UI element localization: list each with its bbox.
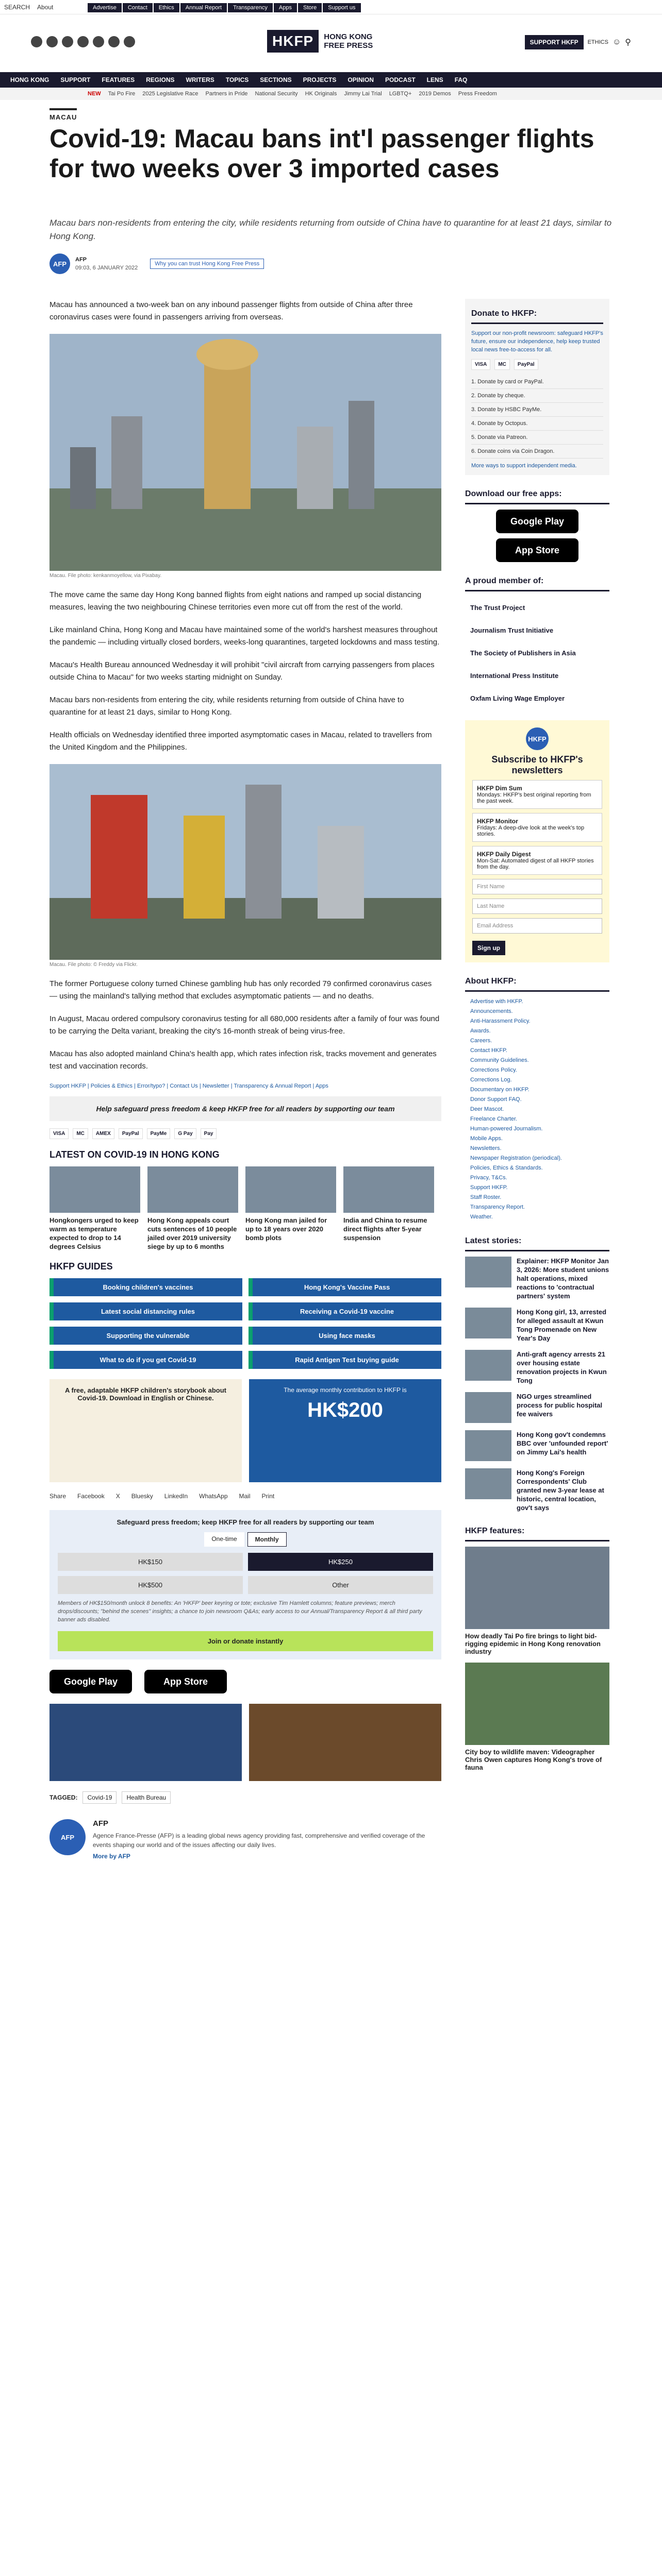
more-by-link[interactable]: More by AFP <box>93 1853 130 1860</box>
top-link[interactable]: Store <box>298 3 322 12</box>
google-play-badge[interactable]: Google Play <box>496 510 578 533</box>
related-list <box>49 1166 441 1251</box>
tags <box>49 1791 441 1804</box>
related-thumb <box>343 1166 434 1213</box>
author-avatar[interactable]: AFP <box>49 253 70 274</box>
about-link[interactable]: Weather. <box>470 1214 493 1220</box>
donate-box <box>49 1510 441 1659</box>
bio-name[interactable]: AFP <box>93 1819 108 1828</box>
amount-options <box>58 1553 433 1594</box>
option-name: HKFP Dim Sum <box>477 785 522 792</box>
guide-button[interactable]: What to do if you get Covid-19 <box>49 1351 242 1369</box>
about-link[interactable]: Support HKFP. <box>470 1184 508 1191</box>
story-thumb <box>465 1257 511 1287</box>
nav-item[interactable]: REGIONS <box>146 76 175 83</box>
article-photo-2 <box>49 764 441 960</box>
main-nav <box>0 72 662 88</box>
photo-caption: Macau. File photo: kenkanmoyellow, via Pixabay. <box>49 573 162 579</box>
top-link[interactable]: Annual Report <box>180 3 227 12</box>
mastercard-icon: MC <box>73 1128 88 1139</box>
nav-item[interactable]: OPINION <box>347 76 374 83</box>
option-desc: Mon-Sat: Automated digest of all HKFP stories from the day. <box>477 858 594 870</box>
last-name-field[interactable]: Last Name <box>472 899 602 914</box>
nav-item[interactable]: HONG KONG <box>10 76 49 83</box>
related-title: LATEST ON COVID-19 IN HONG KONG <box>49 1149 220 1160</box>
newsletter-title: Subscribe to HKFP's newsletters <box>491 754 583 775</box>
paragraph: In August, Macau ordered compulsory coronavirus testing for all 680,000 residents after a family of four was found to be carrying the Delta variant, breaking the city's 16-month streak of being virus-free. <box>49 1014 440 1036</box>
nav-item[interactable]: SECTIONS <box>260 76 292 83</box>
help-banner[interactable]: Help safeguard press freedom & keep HKFP free for all readers by supporting our team <box>49 1096 441 1121</box>
support-button[interactable]: SUPPORT HKFP <box>525 35 584 49</box>
guide-button[interactable]: Rapid Antigen Test buying guide <box>249 1351 441 1369</box>
gpay-icon: G Pay <box>174 1128 196 1139</box>
subnav-item[interactable]: Tai Po Fire <box>108 91 136 97</box>
about-link[interactable]: Careers. <box>470 1038 492 1044</box>
share-mail[interactable]: Mail <box>239 1493 251 1500</box>
subnav-item[interactable]: National Security <box>255 91 298 97</box>
paypal-icon: PayPal <box>119 1128 143 1139</box>
instagram-icon[interactable] <box>62 36 73 47</box>
paragraph: Macau bars non-residents from entering the city, while residents returning from outside of China have to quarantine for at least 21 days, similar to Hong Kong. <box>49 696 404 717</box>
story-title[interactable]: NGO urges streamlined process for public hospital fee waivers <box>517 1393 603 1418</box>
option-desc: Fridays: A deep-dive look at the week's top stories. <box>477 825 585 837</box>
top-link[interactable]: Advertise <box>88 3 122 12</box>
subnav-item[interactable]: Jimmy Lai Trial <box>344 91 382 97</box>
guides-title: HKFP GUIDES <box>49 1261 113 1272</box>
about-link[interactable]: Privacy, T&Cs. <box>470 1175 507 1181</box>
related-thumb <box>49 1166 140 1213</box>
newsletter-option[interactable] <box>472 813 602 842</box>
tab-one-time[interactable]: One-time <box>204 1532 244 1547</box>
about-link[interactable]: Policies, Ethics & Standards. <box>470 1165 543 1171</box>
feature-title[interactable]: How deadly Tai Po fire brings to light bid-rigging epidemic in Hong Kong renovation industry <box>465 1632 601 1655</box>
paypal-icon: PayPal <box>514 359 538 370</box>
member-logos <box>465 597 609 710</box>
feature-image[interactable] <box>465 1663 609 1745</box>
paragraph: Macau has announced a two-week ban on any inbound passenger flights from outside of China after three coronavirus cases were found in passengers arriving from overseas. <box>49 300 413 321</box>
subnav-item[interactable]: 2025 Legislative Race <box>142 91 198 97</box>
paragraph: Like mainland China, Hong Kong and Macau have maintained some of the world's harshest measures throughout the pandemic — including virtually closed borders, weeks-long quarantines, targeted lockdowns and mass testing. <box>49 625 440 647</box>
top-link[interactable]: Apps <box>274 3 297 12</box>
paragraph: Macau has also adopted mainland China's health app, which rates infection risk, tracks movement and generates test and vaccination records. <box>49 1049 437 1071</box>
newsletter-option[interactable] <box>472 846 602 875</box>
guide-button[interactable]: Hong Kong's Vaccine Pass <box>249 1278 441 1296</box>
story-thumb <box>465 1468 511 1499</box>
logo-text <box>324 32 373 50</box>
macau-casino-image <box>49 764 441 960</box>
article-title: Covid-19: Macau bans int'l passenger flights for two weeks over 3 imported cases <box>49 124 594 183</box>
donate-methods <box>471 375 603 459</box>
latest-story[interactable] <box>465 1257 609 1300</box>
contribution-promo[interactable] <box>249 1379 441 1482</box>
about-link[interactable]: Corrections Policy. <box>470 1067 517 1073</box>
first-name-field[interactable]: First Name <box>472 879 602 894</box>
donate-method[interactable]: 5. Donate via Patreon. <box>471 431 603 445</box>
donate-intro[interactable]: Support our non-profit newsroom: safeguard HKFP's future, ensure our independence, help keep trusted local news free-to-access for all. <box>471 330 603 353</box>
logo-line-1: HONG KONG <box>324 32 373 41</box>
about-link[interactable]: Newspaper Registration (periodical). <box>470 1155 562 1161</box>
author-bio <box>49 1819 441 1860</box>
top-link[interactable]: Support us <box>323 3 360 12</box>
promo-text: The average monthly contribution to HKFP is <box>284 1386 407 1394</box>
member-logo[interactable]: The Society of Publishers in Asia <box>470 649 576 657</box>
search-link[interactable]: SEARCH <box>4 4 30 11</box>
donate-method[interactable]: 4. Donate by Octopus. <box>471 417 603 431</box>
top-bar <box>0 0 662 14</box>
about-link[interactable]: Mobile Apps. <box>470 1136 503 1142</box>
bluesky-icon[interactable] <box>93 36 104 47</box>
about-link[interactable]: Human-powered Journalism. <box>470 1126 543 1132</box>
mail-icon[interactable] <box>124 36 135 47</box>
feature-title[interactable]: City boy to wildlife maven: Videographer Chris Owen captures Hong Kong's trove of fauna <box>465 1748 602 1771</box>
member-logo[interactable]: Oxfam Living Wage Employer <box>470 694 565 702</box>
story-title[interactable]: Anti-graft agency arrests 21 over housing estate renovation projects in Kwun Tong <box>517 1350 607 1384</box>
footer-links[interactable]: Support HKFP | Policies & Ethics | Error/typo? | Contact Us | Newsletter | Transparency & Annual Report | Apps <box>49 1083 328 1089</box>
option-desc: Mondays: HKFP's best original reporting from the past week. <box>477 792 591 804</box>
nav-item[interactable]: TOPICS <box>225 76 249 83</box>
youtube-icon[interactable] <box>108 36 120 47</box>
sub-nav <box>0 88 662 100</box>
share-whatsapp[interactable]: WhatsApp <box>199 1493 228 1500</box>
visa-icon: VISA <box>471 359 490 370</box>
about-link[interactable]: Staff Roster. <box>470 1194 502 1200</box>
subnav-item[interactable]: Partners in Pride <box>205 91 248 97</box>
amex-icon: AMEX <box>92 1128 114 1139</box>
about-link[interactable]: Deer Mascot. <box>470 1106 504 1112</box>
story-title[interactable]: Hong Kong girl, 13, arrested for alleged assault at Kwun Tong Promenade on New Year's Day <box>517 1308 607 1342</box>
latest-story[interactable] <box>465 1350 609 1385</box>
guide-button[interactable]: Booking children's vaccines <box>49 1278 242 1296</box>
member-logo[interactable]: Journalism Trust Initiative <box>470 626 554 634</box>
related-title-text[interactable]: Hong Kong appeals court cuts sentences of 10 people jailed over 2019 university siege by up to 6 months <box>147 1216 237 1250</box>
top-link[interactable]: Contact <box>123 3 153 12</box>
header <box>0 14 662 72</box>
about-link[interactable]: Anti-Harassment Policy. <box>470 1018 531 1024</box>
paragraph: The move came the same day Hong Kong banned flights from eight nations and ramped up social distancing measures, leaving the two neighbouring Chinese territories even more cut off from the rest of the world. <box>49 590 422 612</box>
about-link[interactable]: Community Guidelines. <box>470 1057 529 1063</box>
payment-logos <box>49 1128 441 1139</box>
tags-label: TAGGED: <box>49 1794 78 1801</box>
amount-option[interactable]: Other <box>248 1576 433 1594</box>
feature-image[interactable] <box>465 1547 609 1629</box>
guide-button[interactable]: Supporting the vulnerable <box>49 1327 242 1345</box>
share-bar <box>49 1493 441 1500</box>
latest-story[interactable] <box>465 1430 609 1461</box>
subnav-item[interactable]: HK Originals <box>305 91 337 97</box>
about-link[interactable]: Announcements. <box>470 1008 513 1014</box>
threads-icon[interactable] <box>77 36 89 47</box>
top-link[interactable]: Ethics <box>154 3 179 12</box>
bio-text: Agence France-Presse (AFP) is a leading global news agency providing fast, comprehensive and verified coverage of the events shaping our world and of the issues affecting our daily lives. <box>93 1832 425 1849</box>
facebook-icon[interactable] <box>31 36 42 47</box>
signup-button[interactable]: Sign up <box>472 941 505 955</box>
trust-link[interactable]: Why you can trust Hong Kong Free Press <box>150 259 264 269</box>
features-title: HKFP features: <box>465 1522 609 1541</box>
donate-more-link[interactable]: More ways to support independent media. <box>471 463 577 469</box>
mastercard-icon: MC <box>494 359 510 370</box>
about-title: About HKFP: <box>465 973 609 992</box>
join-button[interactable]: Join or donate instantly <box>58 1631 433 1651</box>
tab-monthly[interactable]: Monthly <box>247 1532 287 1547</box>
latest-title: Latest stories: <box>465 1232 609 1251</box>
tag[interactable]: Health Bureau <box>122 1791 171 1804</box>
social-icons <box>31 36 135 47</box>
support-promo[interactable] <box>249 1704 441 1781</box>
macau-skyline-image <box>49 334 441 571</box>
applepay-icon: Pay <box>201 1128 217 1139</box>
x-icon[interactable] <box>46 36 58 47</box>
about-link[interactable]: Contact HKFP. <box>470 1047 507 1054</box>
nav-item[interactable]: FEATURES <box>102 76 135 83</box>
user-icon[interactable]: ☺ <box>612 38 621 46</box>
apps-title: Download our free apps: <box>465 485 609 504</box>
about-link[interactable]: Documentary on HKFP. <box>470 1087 529 1093</box>
subnav-item[interactable]: 2019 Demos <box>419 91 451 97</box>
donate-method[interactable]: 6. Donate coins via Coin Dragon. <box>471 445 603 459</box>
about-link[interactable]: Transparency Report. <box>470 1204 525 1210</box>
latest-list <box>465 1257 609 1512</box>
story-thumb <box>465 1350 511 1381</box>
nav-item[interactable]: PODCAST <box>385 76 416 83</box>
article-photo-1 <box>49 334 441 571</box>
about-list <box>465 997 609 1222</box>
related-card[interactable] <box>245 1166 336 1251</box>
site-logo[interactable] <box>267 30 373 53</box>
amount-option[interactable]: HK$500 <box>58 1576 243 1594</box>
nav-item[interactable]: PROJECTS <box>303 76 337 83</box>
tag[interactable]: Covid-19 <box>82 1791 117 1804</box>
share-print[interactable]: Print <box>261 1493 275 1500</box>
about-link[interactable]: About <box>37 4 54 11</box>
author-name[interactable]: AFP <box>75 257 87 263</box>
paragraph: Macau's Health Bureau announced Wednesday it will prohibit "civil aircraft from carrying passengers from places outside China to Macau" for two weeks starting midnight on Sunday. <box>49 660 435 682</box>
article-subtitle: Macau bars non-residents from entering the city, while residents returning from outside of China have to quarantine for at least 21 days, similar to Hong Kong. <box>49 218 612 241</box>
donate-method[interactable]: 1. Donate by card or PayPal. <box>471 375 603 389</box>
latest-story[interactable] <box>465 1468 609 1512</box>
donate-note: Members of HK$150/month unlock 8 benefits: An 'HKFP' beer keyring or tote; exclusive Tim Hamlett columns; feature previews; merch drops/discounts; "behind the scenes" insights; a chance to join newsroom Q&As; early access to our Annual/Transparency Report & all third party banner ads disabled. <box>58 1600 422 1623</box>
about-link[interactable]: Freelance Charter. <box>470 1116 518 1122</box>
sidebar-payment-logos <box>471 359 603 370</box>
nav-item[interactable]: FAQ <box>454 76 468 83</box>
related-card[interactable] <box>49 1166 140 1251</box>
app-store-badge[interactable]: App Store <box>144 1670 227 1693</box>
donate-widget-title: Donate to HKFP: <box>471 305 603 324</box>
bottom-promos <box>49 1704 441 1781</box>
promo-row <box>49 1379 441 1482</box>
guide-button[interactable]: Using face masks <box>249 1327 441 1345</box>
ethics-link[interactable]: ETHICS <box>587 39 608 45</box>
related-thumb <box>245 1166 336 1213</box>
google-play-badge[interactable]: Google Play <box>49 1670 132 1693</box>
hkfp-badge-icon: HKFP <box>526 727 549 750</box>
paragraph: Health officials on Wednesday identified three imported asymptomatic cases in Macau, related to travellers from the United Kingdom and the Philippines. <box>49 731 432 752</box>
related-thumb <box>147 1166 238 1213</box>
top-link[interactable]: Transparency <box>228 3 273 12</box>
photo-caption: Macau. File photo: © Freddy via Flickr. <box>49 962 138 968</box>
story-title[interactable]: Explainer: HKFP Monitor Jan 3, 2026: More student unions halt operations, mixed reactions to 'contractual partners' system <box>517 1257 609 1300</box>
payme-icon: PayMe <box>147 1128 171 1139</box>
visa-icon: VISA <box>49 1128 69 1139</box>
share-bluesky[interactable]: Bluesky <box>131 1493 153 1500</box>
member-logo[interactable]: International Press Institute <box>470 672 559 680</box>
story-title[interactable]: Hong Kong gov't condemns BBC over 'unfounded report' on Jimmy Lai's health <box>517 1431 608 1456</box>
share-facebook[interactable]: Facebook <box>77 1493 105 1500</box>
about-link[interactable]: Advertise with HKFP. <box>470 998 523 1005</box>
donate-widget <box>465 299 609 475</box>
related-card[interactable] <box>343 1166 434 1251</box>
newsletter-option[interactable] <box>472 780 602 809</box>
bio-avatar[interactable]: AFP <box>49 1819 86 1855</box>
category-label[interactable]: MACAU <box>49 108 77 121</box>
app-store-badge[interactable]: App Store <box>496 538 578 562</box>
option-name: HKFP Monitor <box>477 818 518 825</box>
author-block <box>49 253 264 274</box>
latest-story[interactable] <box>465 1308 609 1343</box>
donate-method[interactable]: 2. Donate by cheque. <box>471 389 603 403</box>
article-date: 09:03, 6 JANUARY 2022 <box>75 265 138 271</box>
ethics-promo[interactable] <box>49 1704 242 1781</box>
amount-option-selected[interactable]: HK$250 <box>248 1553 433 1571</box>
member-logo[interactable]: The Trust Project <box>470 604 525 612</box>
article-body <box>49 299 441 1860</box>
about-link[interactable]: Corrections Log. <box>470 1077 512 1083</box>
donate-title: Safeguard press freedom; keep HKFP free for all readers by supporting our team <box>117 1518 374 1526</box>
latest-story[interactable] <box>465 1392 609 1423</box>
story-thumb <box>465 1308 511 1338</box>
store-badges <box>49 1670 441 1693</box>
story-thumb <box>465 1430 511 1461</box>
sidebar <box>465 299 609 1771</box>
promo-amount: HK$200 <box>307 1399 383 1421</box>
amount-option[interactable]: HK$150 <box>58 1553 243 1571</box>
storybook-promo[interactable]: A free, adaptable HKFP children's storybook about Covid-19. Download in English or Chinese. <box>49 1379 242 1482</box>
about-link[interactable]: Newsletters. <box>470 1145 502 1151</box>
related-title-text[interactable]: Hongkongers urged to keep warm as temperature expected to drop to 14 degrees Celsius <box>49 1216 139 1250</box>
nav-item[interactable]: WRITERS <box>186 76 214 83</box>
subnav-new: NEW <box>88 91 101 97</box>
nav-item[interactable]: LENS <box>426 76 443 83</box>
guide-button[interactable]: Latest social distancing rules <box>49 1302 242 1320</box>
subnav-item[interactable]: Press Freedom <box>458 91 497 97</box>
features-list <box>465 1547 609 1771</box>
logo-box: HKFP <box>267 30 319 53</box>
related-title-text[interactable]: Hong Kong man jailed for up to 18 years over 2020 bomb plots <box>245 1216 327 1242</box>
option-name: HKFP Daily Digest <box>477 851 531 858</box>
member-title: A proud member of: <box>465 572 609 591</box>
share-linkedin[interactable]: LinkedIn <box>164 1493 188 1500</box>
subnav-item[interactable]: LGBTQ+ <box>389 91 412 97</box>
guide-button[interactable]: Receiving a Covid-19 vaccine <box>249 1302 441 1320</box>
share-label: Share <box>49 1493 67 1500</box>
about-link[interactable]: Donor Support FAQ. <box>470 1096 522 1103</box>
share-x[interactable]: X <box>115 1493 120 1500</box>
story-thumb <box>465 1392 511 1423</box>
email-field[interactable]: Email Address <box>472 918 602 934</box>
logo-line-2: FREE PRESS <box>324 41 373 50</box>
newsletter-widget <box>465 720 609 962</box>
guides-grid <box>49 1278 441 1369</box>
about-link[interactable]: Awards. <box>470 1028 491 1034</box>
paragraph: The former Portuguese colony turned Chinese gambling hub has only recorded 79 confirmed coronavirus cases — using the mainland's tallying method that excludes asymptomatic patients — and no deaths. <box>49 979 432 1001</box>
related-card[interactable] <box>147 1166 238 1251</box>
related-title-text[interactable]: India and China to resume direct flights after 5-year suspension <box>343 1216 427 1242</box>
nav-item[interactable]: SUPPORT <box>60 76 91 83</box>
story-title[interactable]: Hong Kong's Foreign Correspondents' Club granted new 3-year lease at historic, central location, gov't says <box>517 1469 604 1512</box>
search-icon[interactable]: ⚲ <box>625 38 631 47</box>
donate-method[interactable]: 3. Donate by HSBC PayMe. <box>471 403 603 417</box>
